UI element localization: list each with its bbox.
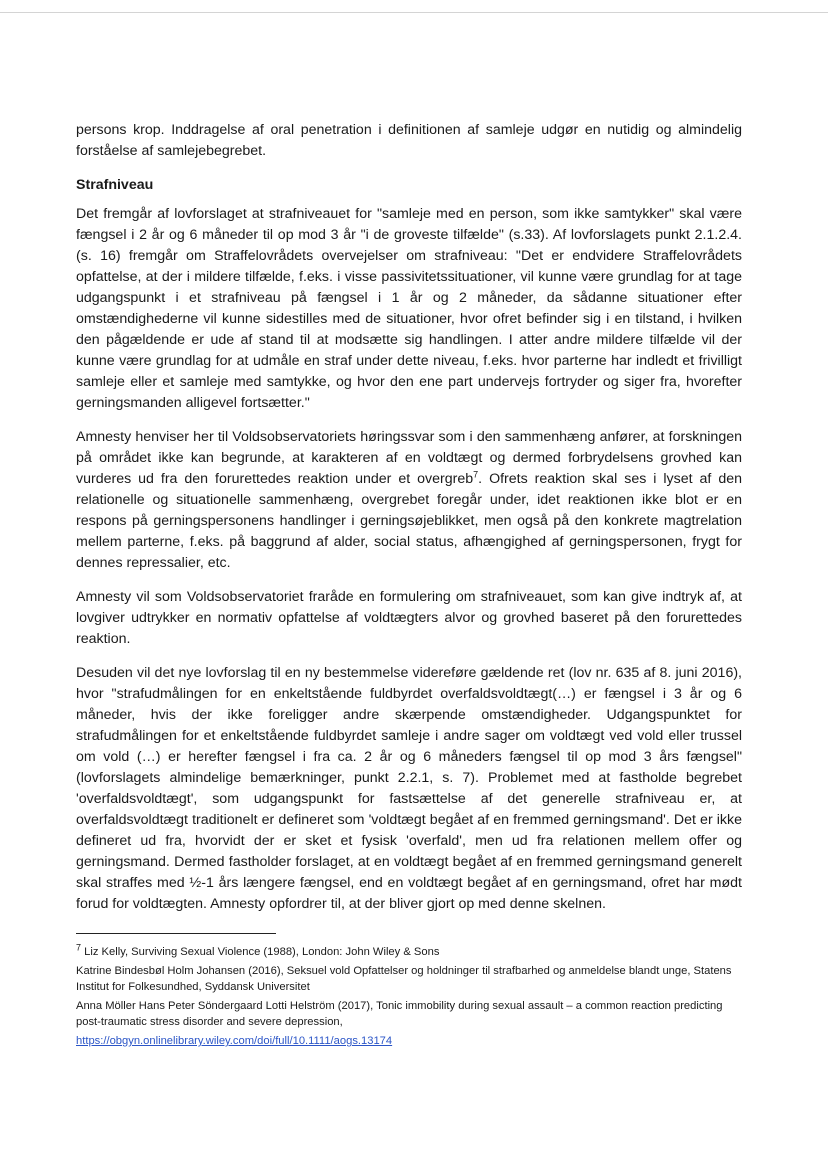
- footnote-link[interactable]: https://obgyn.onlinelibrary.wiley.com/doi/full/10.1111/aogs.13174: [76, 1035, 393, 1047]
- paragraph-2-part-a: Amnesty henviser her til Voldsobservatoriets høringssvar som i den sammenhæng anfører, at forskningen på området ikke kan begrunde, at karakteren af en voldtægt og dermed forbrydelsens grovhed kan vurderes ud fra den forurettedes reaktion under et overgreb: [76, 429, 742, 487]
- document-page: [76, 120, 742, 1052]
- footnote-divider: [76, 933, 276, 934]
- paragraph-1: Det fremgår af lovforslaget at strafniveauet for "samleje med en person, som ikke samtykker" skal være fængsel i 2 år og 6 måneder til op mod 3 år "i de groveste tilfælde" (s.33). Af lovforslagets punkt 2.1.2.4. (s. 16) fremgår om Straffelovrådets overvejelser om strafniveau: "Det er endvidere Straffelovrådets opfattelse, at der i mildere tilfælde, f.eks. i visse passivitetssituationer, vil kunne være grundlag for at tage udgangspunkt i et strafniveau på fængsel i 1 år og 2 måneder, da sådanne situationer efter omstændighederne vil kunne sidestilles med de situationer, hvor ofret befinder sig i en tilstand, i hvilken den pågældende er ude af stand til at modsætte sig handlingen. I atter andre mildere tilfælde vil der kunne være grundlag for at udmåle en straf under dette niveau, f.eks. hvor parterne har indledt et frivilligt samleje eller et samleje med samtykke, og hvor den ene part undervejs fortryder og siger fra, hvorefter gerningsmanden alligevel fortsætter.": [76, 206, 742, 411]
- footnote-1: [76, 944, 742, 960]
- intro-paragraph: persons krop. Inddragelse af oral penetration i definitionen af samleje udgør en nutidig og almindelig forståelse af samlejebegrebet.: [76, 122, 742, 159]
- page-top-border: [0, 12, 828, 13]
- paragraph-4: Desuden vil det nye lovforslag til en ny bestemmelse videreføre gældende ret (lov nr. 635 af 8. juni 2016), hvor "strafudmålingen for en enkeltstående fuldbyrdet overfaldsvoldtægt(…) er fængsel i 3 år og 6 måneder, hvis der ikke foreligger andre skærpende omstændigheder. Udgangspunktet for strafudmålingen for et enkeltstående fuldbyrdet samleje i andre sager om voldtægt ved vold eller trussel om vold (…) er herefter fængsel i fra ca. 2 år og 6 måneders fængsel til op mod 3 års fængsel" (lovforslagets almindelige bemærkninger, punkt 2.2.1, s. 7). Problemet med at fastholde begrebet 'overfaldsvoldtægt', som udgangspunkt for fastsættelse af det generelle strafniveau er, at overfaldsvoldtægt traditionelt er defineret som 'voldtægt begået af en fremmed gerningsmand'. Det er ikke defineret ud fra, hvorvidt der er sket et fysisk 'overfald', men ud fra relationen mellem offer og gerningsmand. Dermed fastholder forslaget, at en voldtægt begået af en fremmed gerningsmand generelt skal straffes med ½-1 års længere fængsel, end en voldtægt begået af en gerningsmand, ofret har mødt forud for voldtægten. Amnesty opfordrer til, at der bliver gjort op med denne skelnen.: [76, 665, 742, 912]
- footnote-link-line: [76, 1033, 742, 1049]
- paragraph-2-part-b: . Ofrets reaktion skal ses i lyset af den relationelle og situationelle sammenhæng, overgrebet foregår under, idet reaktionen ikke blot er en respons på gerningspersonens handlinger i gerningsøjeblikket, men også på den konkrete magtrelation mellem parterne, f.eks. på baggrund af alder, social status, afhængighed af gerningspersonen, frygt for dennes repressalier, etc.: [76, 471, 742, 571]
- footnote-2: Katrine Bindesbøl Holm Johansen (2016), Seksuel vold Opfattelser og holdninger til strafbarhed og anmeldelse blandt unge, Statens Institut for Folkesundhed, Syddansk Universitet: [76, 965, 732, 993]
- footnote-1-text: Liz Kelly, Surviving Sexual Violence (1988), London: John Wiley & Sons: [81, 946, 440, 958]
- footnote-ref-7[interactable]: 7: [473, 469, 479, 480]
- footnote-number: 7: [76, 942, 82, 953]
- paragraph-3: Amnesty vil som Voldsobservatoriet fraråde en formulering om strafniveauet, som kan give indtryk af, at lovgiver udtrykker en normativ opfattelse af voldtægters alvor og grovhed baseret på den forurettedes reaktion.: [76, 589, 742, 647]
- footnote-3: Anna Möller Hans Peter Söndergaard Lotti Helström (2017), Tonic immobility during sexual assault – a common reaction predicting post-traumatic stress disorder and severe depression,: [76, 1000, 723, 1028]
- paragraph-2: [76, 427, 742, 574]
- section-heading: Strafniveau: [76, 177, 154, 193]
